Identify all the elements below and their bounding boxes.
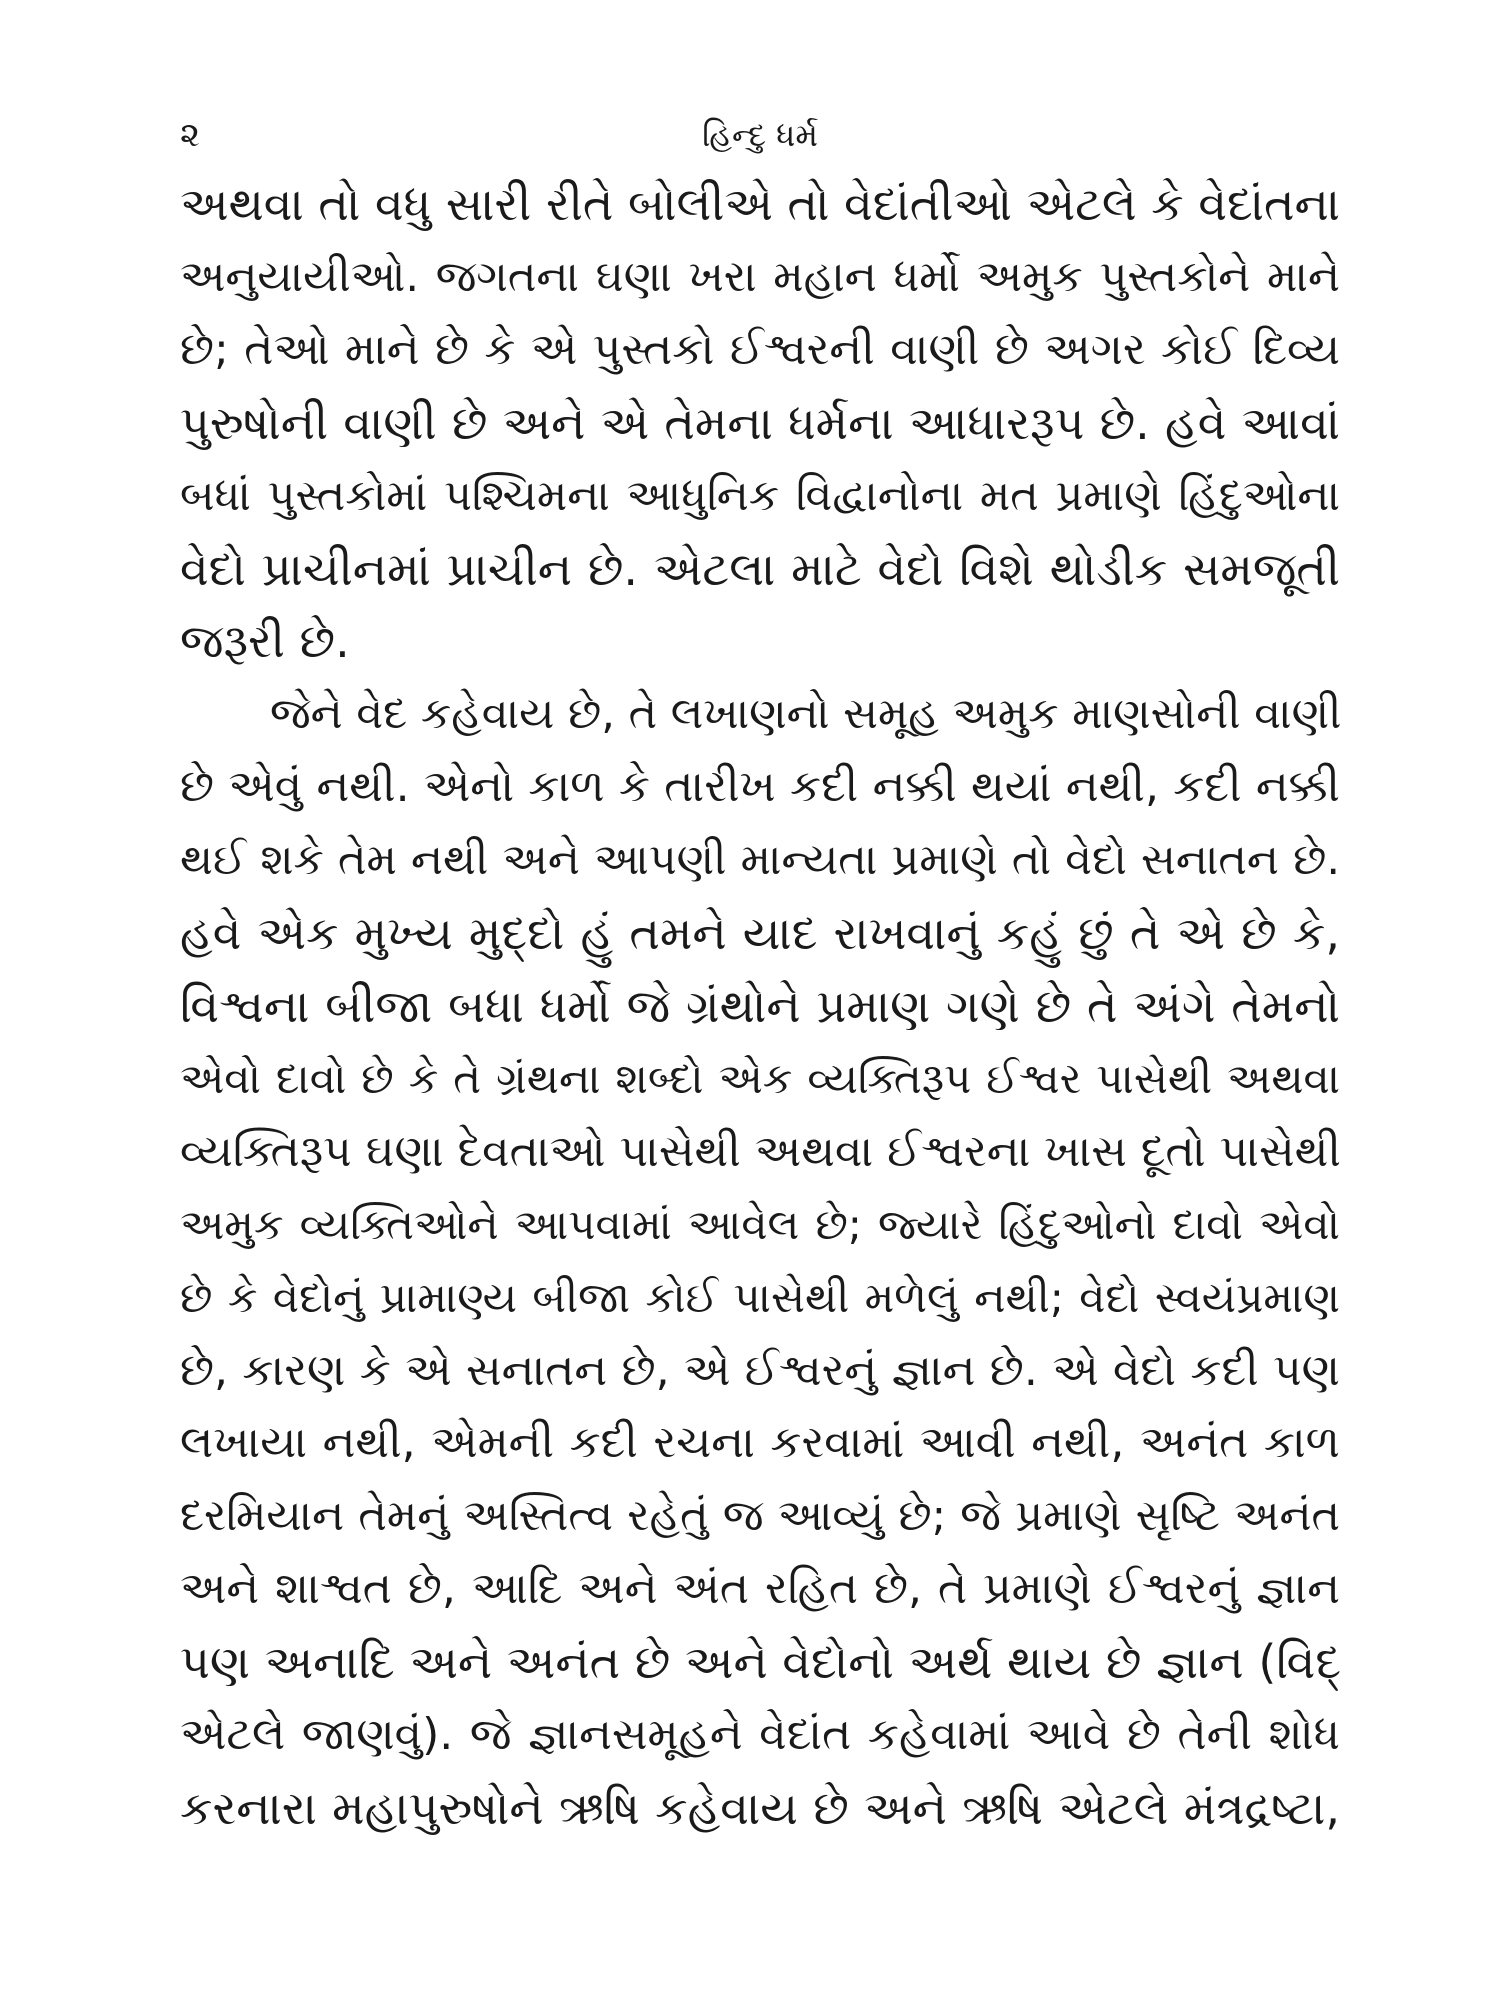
running-title: હિન્દુ ધર્મ: [702, 116, 818, 154]
page-header: [180, 110, 1340, 160]
text-line: થઈ શકે તેમ નથી અને આપણી માન્યતા પ્રમાણે તો વેદો સનાતન છે.: [180, 835, 1340, 886]
text-line: કરનારા મહાપુરુષોને ઋષિ કહેવાય છે અને ઋષિ એટલે મંત્રદ્રષ્ટા,: [180, 1780, 1340, 1835]
text-line: વ્યક્તિરૂપ ઘણા દેવતાઓ પાસેથી અથવા ઈશ્વરના ખાસ દૂતો પાસેથી: [180, 1125, 1341, 1177]
paragraph-2: [180, 678, 1340, 1845]
text-line: જરૂરી છે.: [180, 614, 350, 669]
text-line: દરમિયાન તેમનું અસ્તિત્વ રહેતું જ આવ્યું છે; જે પ્રમાણે સૃષ્ટિ અનંત: [180, 1491, 1340, 1542]
text-line: એટલે જાણવું). જે જ્ઞાનસમૂહને વેદાંત કહેવામાં આવે છે તેની શોધ: [180, 1709, 1340, 1761]
text-line: છે કે વેદોનું પ્રામાણ્ય બીજા કોઈ પાસેથી મળેલું નથી; વેદો સ્વયંપ્રમાણ: [180, 1272, 1340, 1322]
text-line: વિશ્વના બીજા બધા ધર્મો જે ગ્રંથોને પ્રમાણ ગણે છે તે અંગે તેમનો: [180, 978, 1340, 1033]
text-line: એવો દાવો છે કે તે ગ્રંથના શબ્દો એક વ્યક્તિરૂપ ઈશ્વર પાસેથી અથવા: [180, 1053, 1340, 1103]
text-line: અનુયાયીઓ. જગતના ઘણા ખરા મહાન ધર્મો અમુક પુસ્તકોને માને: [180, 251, 1340, 302]
text-line: વેદો પ્રાચીનમાં પ્રાચીન છે. એટલા માટે વેદો વિશે થોડીક સમજૂતી: [180, 541, 1340, 596]
body-text: [180, 168, 1340, 1845]
text-line: છે એવું નથી. એનો કાળ કે તારીખ કદી નક્કી થયાં નથી, કદી નક્કી: [180, 761, 1340, 813]
text-line: અને શાશ્વત છે, આદિ અને અંત રહિત છે, તે પ્રમાણે ઈશ્વરનું જ્ઞાન: [180, 1563, 1340, 1615]
text-line: અમુક વ્યક્તિઓને આપવામાં આવેલ છે; જ્યારે હિંદુઓનો દાવો એવો: [180, 1199, 1340, 1249]
text-line: લખાયા નથી, એમની કદી રચના કરવામાં આવી નથી, અનંત કાળ: [180, 1417, 1340, 1469]
text-line: અથવા તો વધુ સારી રીતે બોલીએ તો વેદાંતીઓ એટલે કે વેદાંતના: [180, 177, 1341, 231]
text-line: જેને વેદ કહેવાય છે, તે લખાણનો સમૂહ અમુક માણસોની વાણી: [270, 689, 1342, 740]
page-number: ૨: [180, 115, 200, 155]
text-line: છે, કારણ કે એ સનાતન છે, એ ઈશ્વરનું જ્ઞાન છે. એ વેદો કદી પણ: [180, 1344, 1340, 1396]
text-line: પણ અનાદિ અને અનંત છે અને વેદોનો અર્થ થાય છે જ્ઞાન (વિદ્: [180, 1635, 1342, 1690]
paragraph-1: [180, 168, 1340, 678]
text-line: હવે એક મુખ્ય મુદ્દો હું તમને યાદ રાખવાનું કહું છું તે એ છે કે,: [180, 906, 1340, 961]
text-line: છે; તેઓ માને છે કે એ પુસ્તકો ઈશ્વરની વાણી છે અગર કોઈ દિવ્ય: [180, 323, 1340, 375]
text-line: બધાં પુસ્તકોમાં પશ્ચિમના આધુનિક વિદ્વાનોના મત પ્રમાણે હિંદુઓના: [180, 470, 1340, 521]
text-line: પુરુષોની વાણી છે અને એ તેમના ધર્મના આધારરૂપ છે. હવે આવાં: [180, 395, 1340, 450]
